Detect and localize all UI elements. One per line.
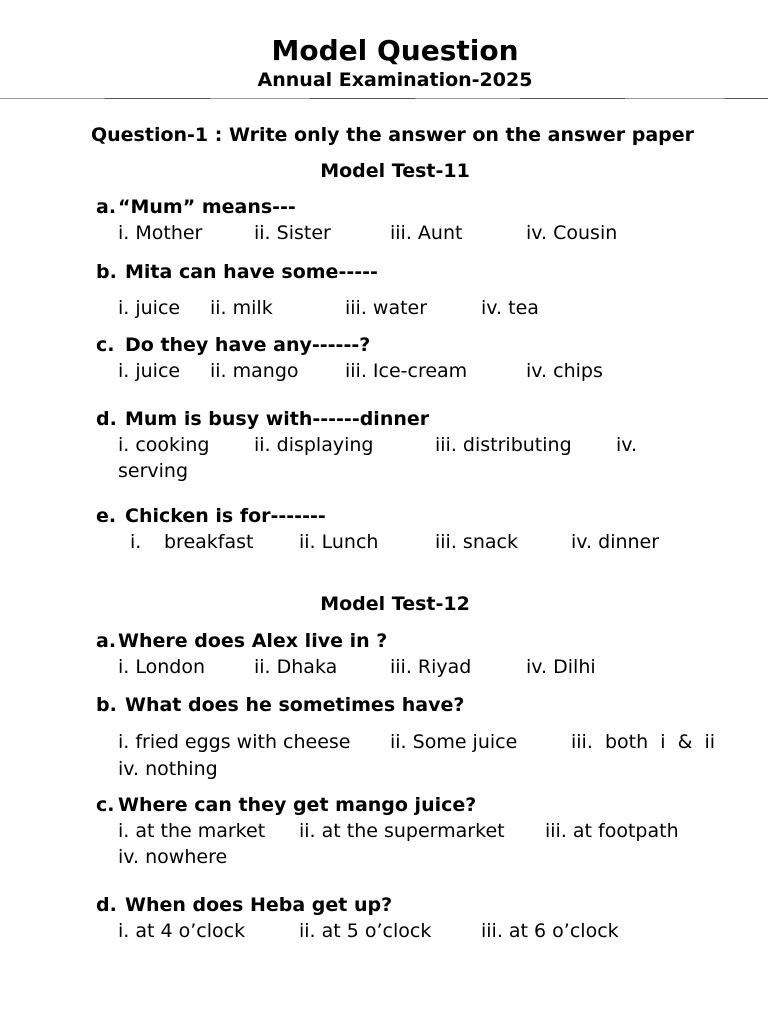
answer-option: i. London [118,656,206,678]
question-label: c. [96,794,115,816]
answer-option: iii. distributing [435,434,572,456]
question-label: d. [96,894,117,916]
question-label: a. [96,630,117,652]
answer-option: iv. nothing [118,758,218,780]
answer-option: iii. at 6 o’clock [481,920,619,942]
answer-option: iv. chips [526,360,603,382]
answer-option: iv. nowhere [118,846,228,868]
question-label: a. [96,196,117,218]
answer-option: breakfast [164,531,254,553]
exam-subtitle: Annual Examination-2025 [257,69,533,91]
answer-option: ii. at the supermarket [299,820,505,842]
answer-option: ii. Dhaka [254,656,338,678]
test-title: Model Test-11 [320,160,470,182]
question-text: Mita can have some----- [125,261,378,283]
question-label: b. [96,261,117,283]
answer-option: iii. at footpath [545,820,679,842]
header-divider-accent [105,98,210,99]
answer-option: iii. water [345,297,428,319]
answer-option: i. at the market [118,820,266,842]
header-divider-accent [310,98,415,99]
answer-option: i. [130,531,142,553]
answer-option: i. juice [118,297,181,319]
question-label: e. [96,505,117,527]
answer-option: i. at 4 o’clock [118,920,246,942]
answer-option: i. juice [118,360,181,382]
header-divider-accent [725,98,768,99]
question-label: c. [96,334,115,356]
answer-option: iv. Cousin [526,222,618,244]
question-text: Do they have any------? [125,334,371,356]
question-label: d. [96,408,117,430]
question-text: “Mum” means--- [118,196,296,218]
answer-option: iv. tea [481,297,539,319]
question-text: Mum is busy with------dinner [125,408,430,430]
answer-option: ii. milk [210,297,273,319]
answer-option: i. fried eggs with cheese [118,731,351,753]
question-text: Chicken is for------- [125,505,326,527]
answer-option: ii. Some juice [390,731,518,753]
answer-option: iv. [616,434,638,456]
question-text: Where does Alex live in ? [118,630,388,652]
answer-option: iii. snack [435,531,518,553]
answer-option: iii. Riyad [390,656,472,678]
page-title: Model Question [271,34,519,67]
question-text: What does he sometimes have? [125,694,465,716]
answer-option: iv. Dilhi [526,656,596,678]
answer-option: ii. displaying [254,434,374,456]
answer-option: ii. Sister [254,222,331,244]
question-text: When does Heba get up? [125,894,393,916]
answer-option: ii. mango [210,360,299,382]
answer-option: ii. at 5 o’clock [299,920,432,942]
answer-option: iii. both i & ii [571,731,716,753]
answer-option: i. Mother [118,222,203,244]
answer-option: iii. Aunt [390,222,463,244]
question-instruction: Question-1 : Write only the answer on the answer paper [90,124,695,146]
answer-option: iv. dinner [571,531,660,553]
header-divider-accent [520,98,625,99]
answer-option: i. cooking [118,434,210,456]
question-label: b. [96,694,117,716]
answer-option: ii. Lunch [299,531,379,553]
answer-option: serving [118,460,189,482]
answer-option: iii. Ice-cream [345,360,468,382]
question-text: Where can they get mango juice? [118,794,477,816]
test-title: Model Test-12 [320,593,470,615]
